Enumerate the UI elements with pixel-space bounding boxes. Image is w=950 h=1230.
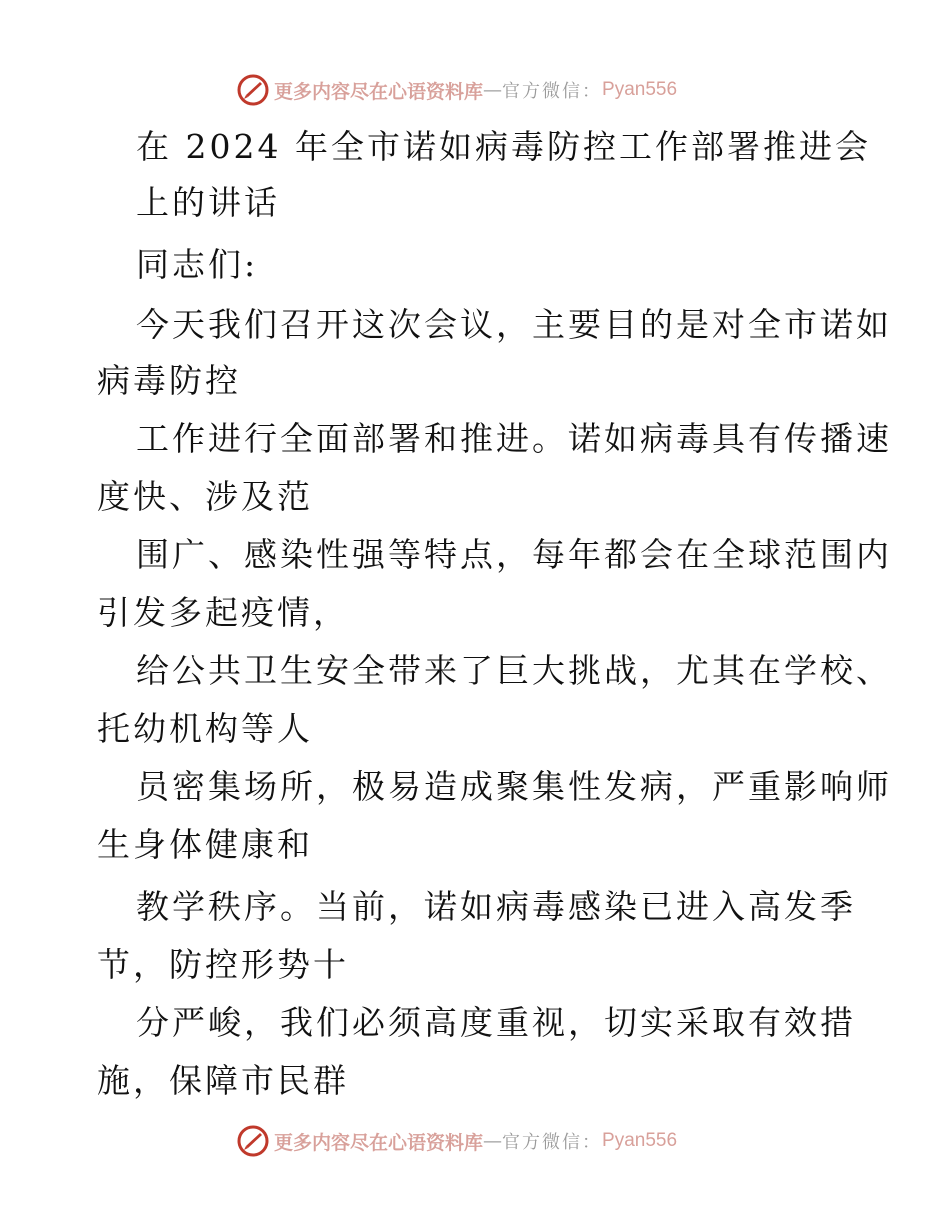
seal-logo-icon xyxy=(236,1124,270,1158)
body-line: 节，防控形势十 xyxy=(97,945,349,984)
watermark-brand-text: 更多内容尽在心语资料库 xyxy=(274,1131,484,1154)
body-line: 工作进行全面部署和推进。诺如病毒具有传播速 xyxy=(136,419,892,458)
body-line: 施，保障市民群 xyxy=(97,1061,349,1100)
document-title-line-1: 在 2024 年全市诺如病毒防控工作部署推进会 xyxy=(136,127,871,166)
body-line: 引发多起疫情， xyxy=(97,593,349,632)
header-watermark xyxy=(236,72,677,108)
watermark-wechat-id: Pyan556 xyxy=(602,1130,678,1151)
body-line: 分严峻，我们必须高度重视，切实采取有效措 xyxy=(136,1003,856,1042)
body-line: 托幼机构等人 xyxy=(97,709,313,748)
body-line: 员密集场所，极易造成聚集性发病，严重影响师 xyxy=(136,767,892,806)
document-title-line-2: 上的讲话 xyxy=(136,183,280,222)
watermark-separator: — xyxy=(483,1130,503,1152)
body-line: 今天我们召开这次会议，主要目的是对全市诺如 xyxy=(136,305,892,344)
seal-logo-icon xyxy=(236,73,270,107)
footer-watermark xyxy=(236,1123,677,1159)
watermark-separator: — xyxy=(483,79,503,101)
watermark-brand-text: 更多内容尽在心语资料库 xyxy=(274,80,484,103)
body-line: 围广、感染性强等特点，每年都会在全球范围内 xyxy=(136,535,892,574)
body-line: 生身体健康和 xyxy=(97,825,313,864)
body-line: 给公共卫生安全带来了巨大挑战，尤其在学校、 xyxy=(136,651,892,690)
body-line: 病毒防控 xyxy=(97,361,241,400)
watermark-wechat-id: Pyan556 xyxy=(602,79,678,100)
body-line: 度快、涉及范 xyxy=(97,477,313,516)
watermark-contact-label: 官方微信： xyxy=(502,1132,603,1153)
body-line: 教学秩序。当前，诺如病毒感染已进入高发季 xyxy=(136,887,856,926)
salutation-line: 同志们: xyxy=(136,245,259,284)
watermark-contact-label: 官方微信： xyxy=(502,81,603,102)
